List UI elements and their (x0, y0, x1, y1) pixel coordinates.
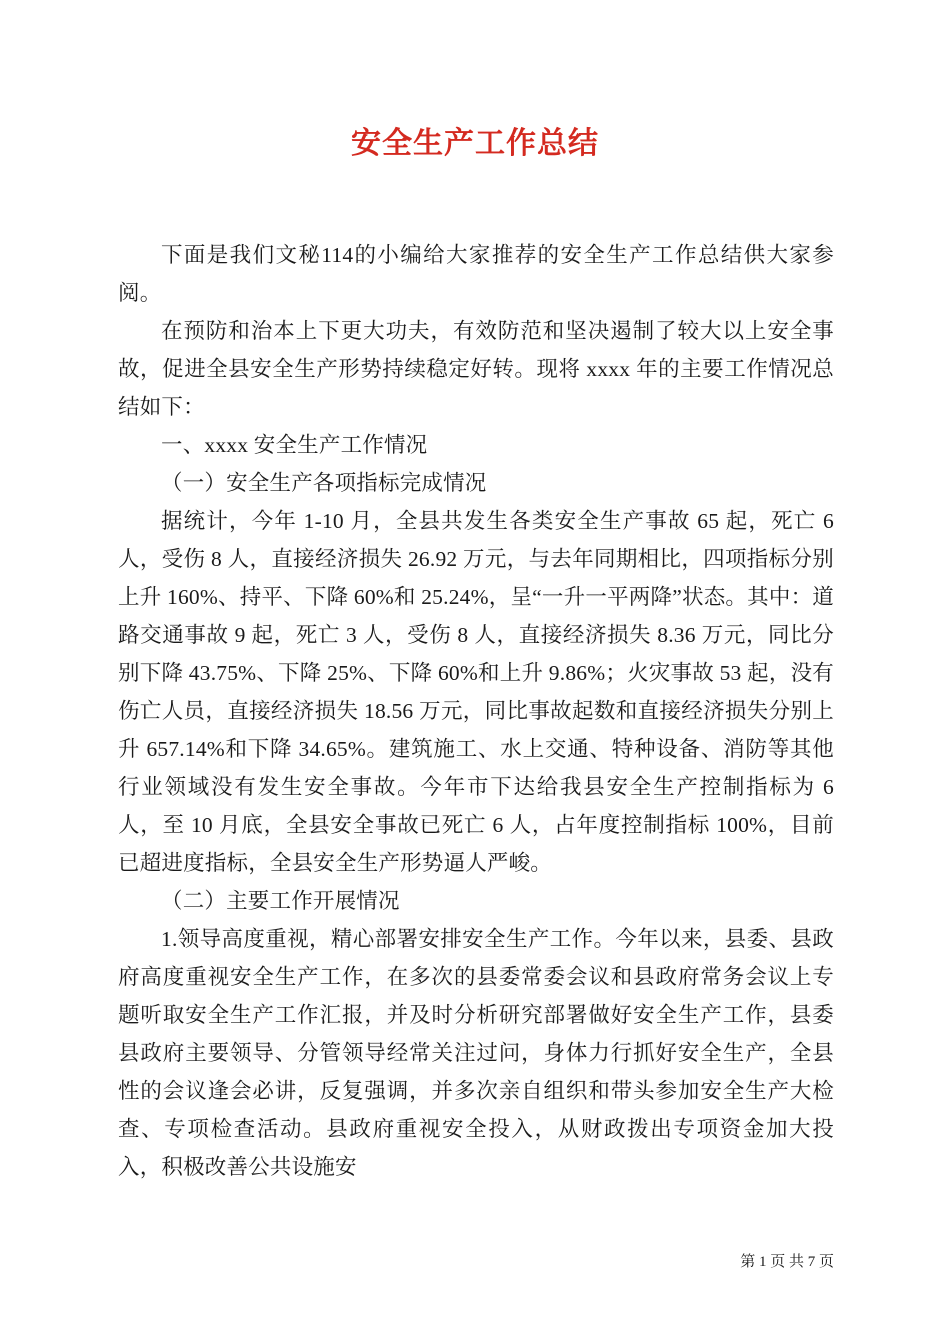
page-title: 安全生产工作总结 (351, 126, 599, 161)
subsection-heading-two: （二）主要工作开展情况 (161, 889, 400, 913)
paragraph: 在预防和治本上下更大功夫，有效防范和坚决遏制了较大以上安全事故，促进全县安全生产形势持续稳定好转。现将 xxxx 年的主要工作情况总结如下： (118, 319, 834, 419)
paragraph: 下面是我们文秘114的小编给大家推荐的安全生产工作总结供大家参阅。 (118, 243, 834, 305)
subsection-heading-one: （一）安全生产各项指标完成情况 (161, 471, 487, 495)
paragraph: 1.领导高度重视，精心部署安排安全生产工作。今年以来，县委、县政府高度重视安全生产工作，在多次的县委常委会议和县政府常务会议上专题听取安全生产工作汇报，并及时分析研究部署做好安全生产工作，县委县政府主要领导、分管领导经常关注过问，身体力行抓好安全生产，全县性的会议逢会必讲，反复强调，并多次亲自组织和带头参加安全生产大检查、专项检查活动。县政府重视安全投入，从财政拨出专项资金加大投入，积极改善公共设施安 (118, 927, 834, 1179)
page-footer: 第 1 页 共 7 页 (740, 1254, 834, 1270)
paragraph: 据统计，今年 1-10 月，全县共发生各类安全生产事故 65 起，死亡 6 人，受伤 8 人，直接经济损失 26.92 万元，与去年同期相比，四项指标分别上升 160%、持平、下降 60%和 25.24%，呈“一升一平两降”状态。其中：道路交通事故 9 起，死亡 3 人，受伤 8 人，直接经济损失 8.36 万元，同比分别下降 43.75%、下降 25%、下降 60%和上升 9.86%；火灾事故 53 起，没有伤亡人员，直接经济损失 18.56 万元，同比事故起数和直接经济损失分别上升 657.14%和下降 34.65%。建筑施工、水上交通、特种设备、消防等其他行业领域没有发生安全事故。今年市下达给我县安全生产控制指标为 6 人，至 10 月底，全县安全事故已死亡 6 人，占年度控制指标 100%，目前已超进度指标，全县安全生产形势逼人严峻。 (118, 509, 834, 875)
section-heading-one: 一、xxxx 安全生产工作情况 (161, 433, 428, 457)
document-body (118, 236, 834, 1186)
